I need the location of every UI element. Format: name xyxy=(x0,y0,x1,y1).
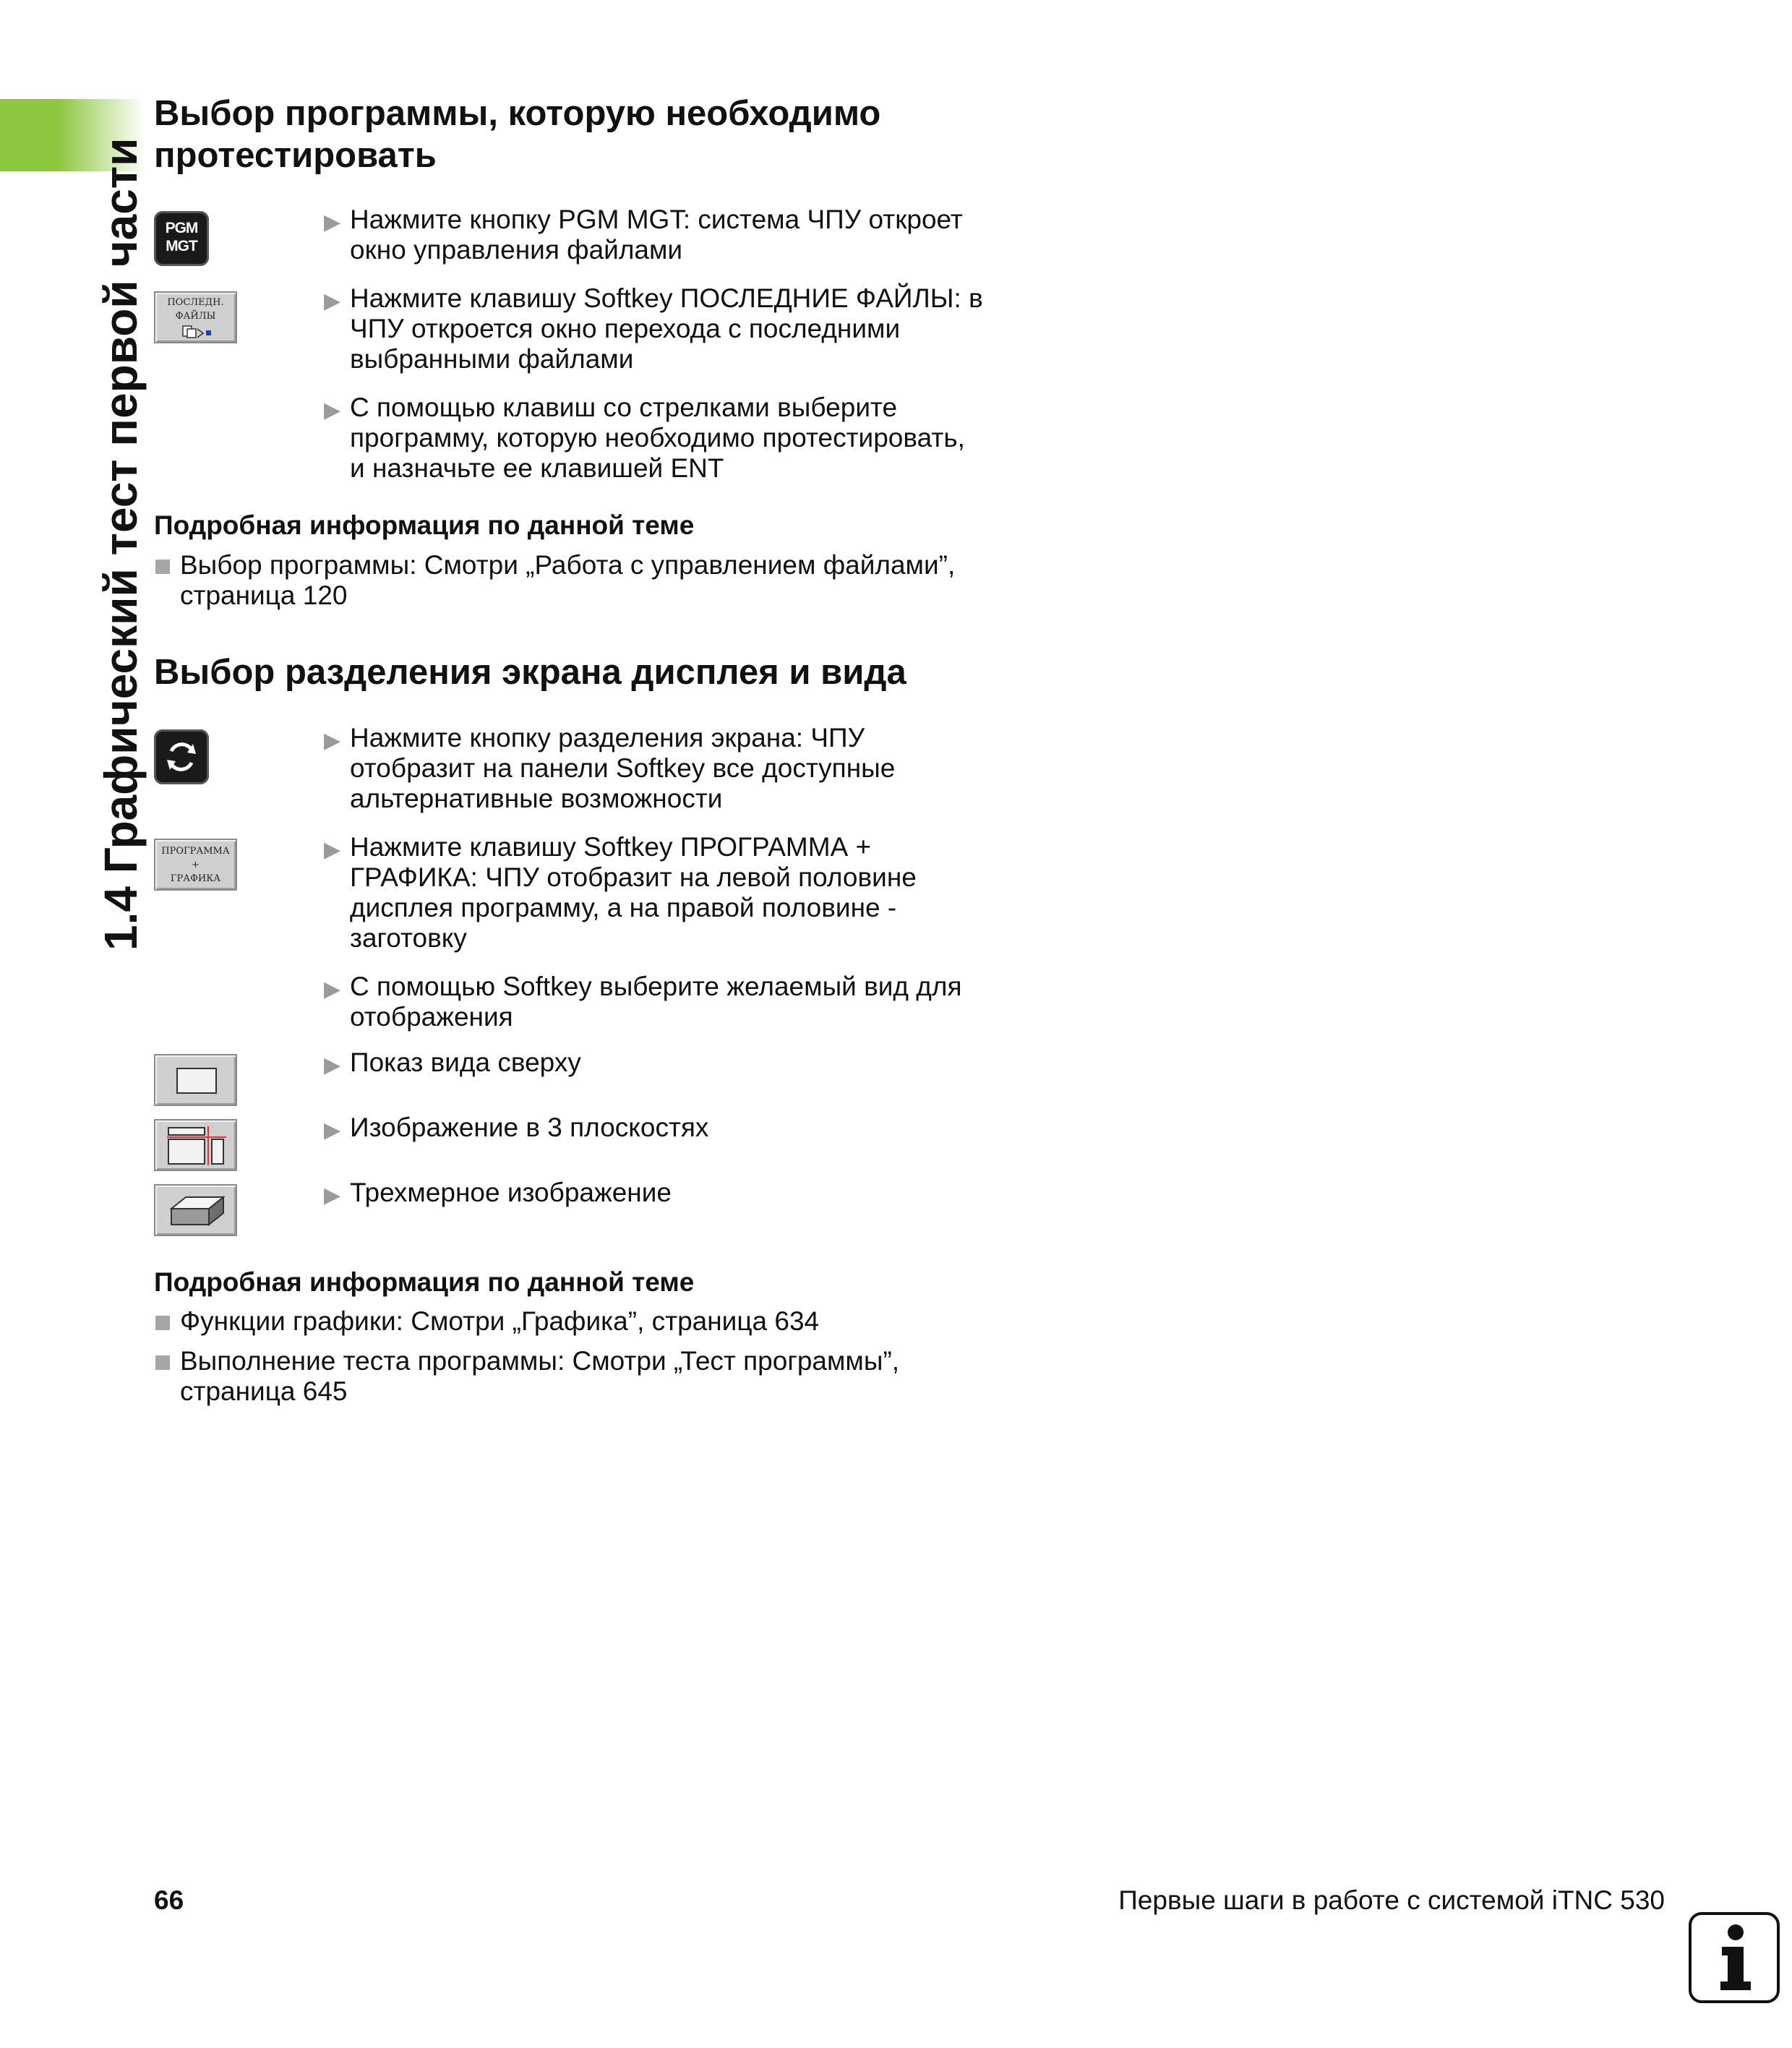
three-planes-softkey-icon xyxy=(154,1119,237,1171)
step-arrow-icon: ▶ xyxy=(324,977,341,1001)
files-glyph-icon xyxy=(181,323,218,339)
step-line: окно управления файлами xyxy=(350,235,683,265)
program-graphics-softkey-line2: + xyxy=(192,860,200,870)
info-icon xyxy=(1689,1912,1780,2003)
program-graphics-softkey-line3: ГРАФИКА xyxy=(170,873,221,884)
step-line: Нажмите кнопку разделения экрана: ЧПУ xyxy=(350,723,865,753)
more-info-line: страница 120 xyxy=(180,580,348,610)
step-line: альтернативные возможности xyxy=(350,784,723,813)
bullet-square-icon xyxy=(155,1316,170,1330)
section2-more-info-heading: Подробная информация по данной теме xyxy=(154,1267,695,1297)
three-planes-glyph-icon xyxy=(167,1126,228,1167)
view-item-3d xyxy=(324,1178,1003,1208)
section1-heading-line2: протестировать xyxy=(154,136,437,175)
step-line: отобразит на панели Softkey все доступные xyxy=(350,753,896,783)
view-item-top xyxy=(324,1047,1003,1078)
recent-files-softkey-icon xyxy=(154,291,237,343)
program-graphics-softkey-icon xyxy=(154,839,237,891)
section1-step-3 xyxy=(324,393,1003,484)
more-info-line: Выполнение теста программы: Смотри „Тест программы”, xyxy=(180,1346,900,1376)
step-line: программу, которую необходимо протестировать, xyxy=(350,423,965,453)
top-view-glyph-icon xyxy=(176,1067,218,1094)
section2-step-2 xyxy=(324,832,1003,954)
step-line: дисплея программу, а на правой половине - xyxy=(350,893,897,922)
3d-block-glyph-icon xyxy=(168,1194,226,1229)
page-number: 66 xyxy=(154,1885,184,1915)
bullet-square-icon xyxy=(155,1355,170,1370)
more-info-line: страница 645 xyxy=(180,1376,348,1406)
pgm-mgt-key-icon xyxy=(154,211,209,266)
step-line: ЧПУ откроется окно перехода с последними xyxy=(350,314,901,343)
view-item-three-planes xyxy=(324,1113,1003,1143)
view-label: Изображение в 3 плоскостях xyxy=(350,1113,709,1142)
view-label: Трехмерное изображение xyxy=(350,1178,672,1207)
step-arrow-icon: ▶ xyxy=(324,838,341,862)
step-line: Нажмите клавишу Softkey ПРОГРАММА + xyxy=(350,832,872,862)
step-line: Нажмите клавишу Softkey ПОСЛЕДНИЕ ФАЙЛЫ: в xyxy=(350,283,983,313)
section2-more-info-item-1 xyxy=(154,1306,1021,1337)
step-arrow-icon: ▶ xyxy=(324,1053,341,1077)
step-arrow-icon: ▶ xyxy=(324,398,341,422)
step-line: отображения xyxy=(350,1002,513,1032)
section2-step-1 xyxy=(324,723,1003,814)
section2-more-info-item-2 xyxy=(154,1346,1021,1407)
book-title: Первые шаги в работе с системой iTNC 530 xyxy=(1118,1885,1665,1915)
section1-more-info-heading: Подробная информация по данной теме xyxy=(154,510,695,540)
section1-heading xyxy=(154,93,880,176)
pgm-mgt-key-line1: PGM xyxy=(165,220,198,236)
section1-step-2 xyxy=(324,283,1003,374)
step-line: заготовку xyxy=(350,923,467,953)
3d-view-softkey-icon xyxy=(154,1184,237,1236)
info-glyph-icon xyxy=(1692,1915,1777,2000)
screen-split-key-icon xyxy=(154,729,209,784)
step-arrow-icon: ▶ xyxy=(324,1118,341,1142)
step-arrow-icon: ▶ xyxy=(324,289,341,313)
more-info-line: Выбор программы: Смотри „Работа с управлением файлами”, xyxy=(180,550,956,580)
section1-heading-line1: Выбор программы, которую необходимо xyxy=(154,94,881,133)
recent-files-softkey-line2: ФАЙЛЫ xyxy=(175,311,216,322)
program-graphics-softkey-line1: ПРОГРАММА xyxy=(161,846,230,857)
step-line: и назначьте ее клавишей ENT xyxy=(350,453,724,483)
more-info-line: Функции графики: Смотри „Графика”, страница 634 xyxy=(180,1306,820,1336)
step-line: С помощью Softkey выберите желаемый вид для xyxy=(350,972,962,1001)
rotate-arrows-icon xyxy=(161,737,202,777)
step-arrow-icon: ▶ xyxy=(324,210,341,234)
step-line: Нажмите кнопку PGM MGT: система ЧПУ откроет xyxy=(350,205,963,234)
section1-more-info-item xyxy=(154,550,1021,611)
step-line: ГРАФИКА: ЧПУ отобразит на левой половине xyxy=(350,862,917,892)
pgm-mgt-key-line2: MGT xyxy=(166,238,197,254)
section2-heading: Выбор разделения экрана дисплея и вида xyxy=(154,653,906,692)
step-line: выбранными файлами xyxy=(350,344,634,374)
top-view-softkey-icon xyxy=(154,1054,237,1106)
chapter-side-title: 1.4 Графический тест первой части xyxy=(95,137,147,951)
bullet-square-icon xyxy=(155,560,170,574)
view-label: Показ вида сверху xyxy=(350,1047,581,1077)
step-arrow-icon: ▶ xyxy=(324,729,341,753)
recent-files-softkey-line1: ПОСЛЕДН. xyxy=(167,297,224,308)
section1-step-1 xyxy=(324,205,1003,265)
step-arrow-icon: ▶ xyxy=(324,1183,341,1207)
section2-step-3 xyxy=(324,972,1003,1032)
step-line: С помощью клавиш со стрелками выберите xyxy=(350,393,898,422)
